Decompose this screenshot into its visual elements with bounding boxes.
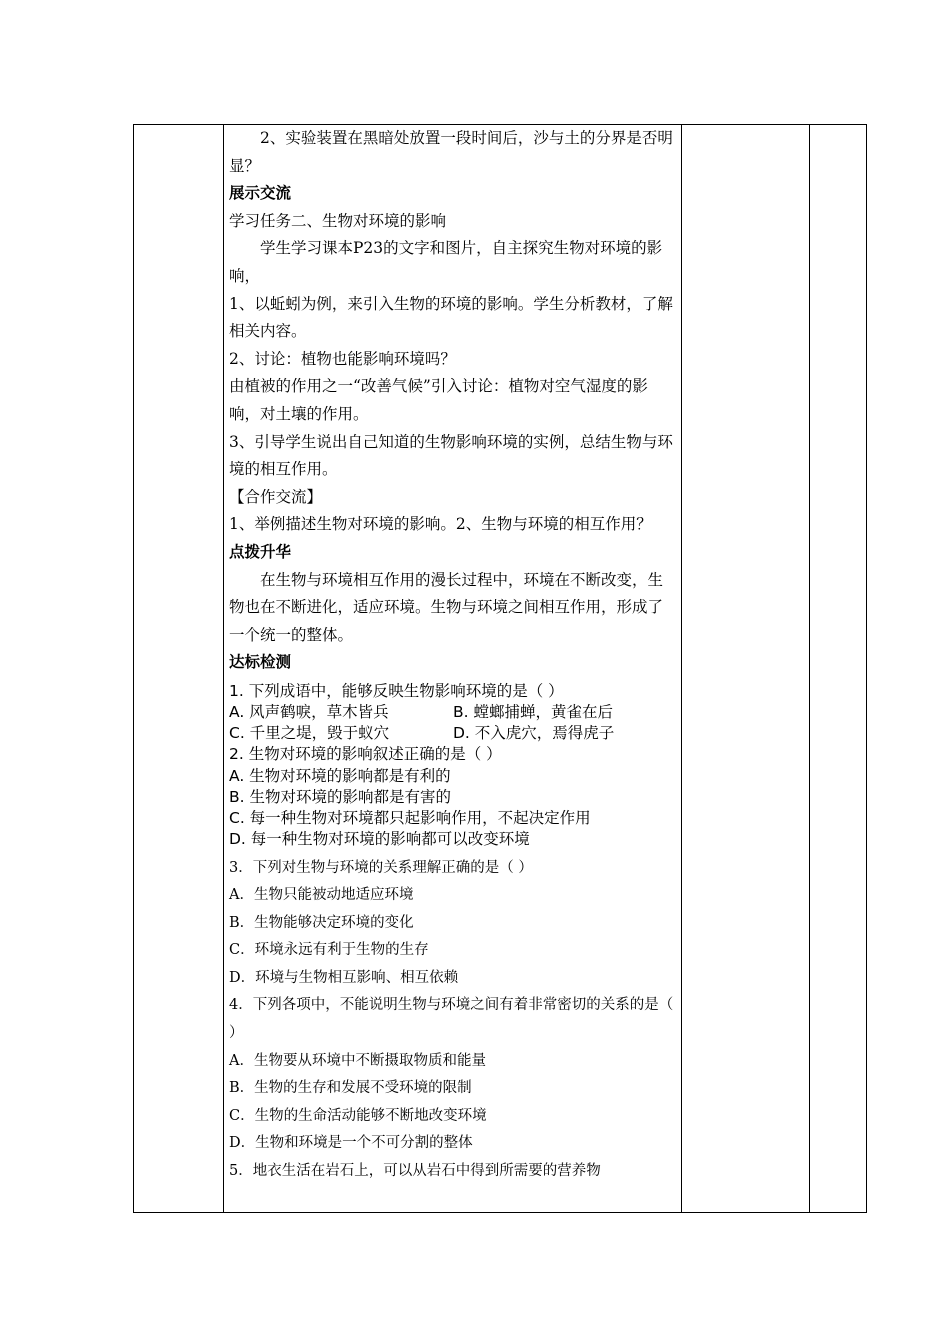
cooperation-heading: 【合作交流】	[229, 487, 323, 506]
paragraph: 学生学习课本P23的文字和图片，自主探究生物对环境的影响，	[229, 239, 663, 285]
option: D．环境与生物相互影响、相互依赖	[229, 969, 459, 986]
question-2: 2. 生物对环境的影响叙述正确的是（ ）	[229, 745, 502, 764]
paragraph: 由植被的作用之一“改善气候”引入讨论：植物对空气湿度的影响，对土壤的作用。	[229, 377, 648, 423]
lesson-content-column	[223, 125, 681, 1212]
option: D. 不入虎穴，焉得虎子	[453, 724, 615, 743]
option: B．生物的生存和发展不受环境的限制	[229, 1080, 472, 1097]
option: A．生物只能被动地适应环境	[229, 887, 414, 904]
paragraph: 2、讨论：植物也能影响环境吗？	[229, 349, 456, 368]
paragraph: 1、举例描述生物对环境的影响。2、生物与环境的相互作用？	[229, 515, 652, 534]
lesson-table	[133, 124, 867, 1213]
section-heading-exchange: 展示交流	[229, 184, 292, 203]
question-3: 3．下列对生物与环境的关系理解正确的是（ ）	[229, 859, 533, 876]
options-row	[229, 723, 677, 744]
question-1: 1. 下列成语中，能够反映生物影响环境的是（ ）	[229, 681, 564, 700]
option: C．生物的生命活动能够不断地改变环境	[229, 1107, 487, 1124]
column-divider-2	[681, 125, 682, 1212]
option: D．生物和环境是一个不可分割的整体	[229, 1135, 473, 1152]
option: A. 风声鹤唳，草木皆兵	[229, 703, 389, 722]
option: C．环境永远有利于生物的生存	[229, 942, 429, 959]
question-5: 5．地衣生活在岩石上，可以从岩石中得到所需要的营养物	[229, 1163, 601, 1180]
paragraph: 3、引导学生说出自己知道的生物影响环境的实例，总结生物与环境的相互作用。	[229, 432, 673, 479]
section-heading-summary: 点拨升华	[229, 542, 292, 561]
paragraph: 在生物与环境相互作用的漫长过程中，环境在不断改变，生物也在不断进化，适应环境。生物与环境之间相互作用，形成了一个统一的整体。	[229, 570, 664, 644]
task-title: 学习任务二、生物对环境的影响	[229, 211, 447, 230]
column-divider-3	[809, 125, 810, 1212]
option: C. 每一种生物对环境都只起影响作用，不起决定作用	[229, 809, 591, 828]
option: B．生物能够决定环境的变化	[229, 914, 414, 931]
options-row	[229, 702, 677, 723]
question-block-1-2	[229, 681, 677, 851]
paragraph: 1、以蚯蚓为例，来引入生物的环境的影响。学生分析教材，了解相关内容。	[229, 294, 673, 341]
option: A. 生物对环境的影响都是有利的	[229, 766, 451, 785]
option: B. 生物对环境的影响都是有害的	[229, 787, 451, 806]
option: C. 千里之堤，毁于蚁穴	[229, 724, 390, 743]
question-4: 4．下列各项中，不能说明生物与环境之间有着非常密切的关系的是（ ）	[229, 997, 674, 1042]
option: D. 每一种生物对环境的影响都可以改变环境	[229, 830, 530, 849]
option: B. 螳螂捕蝉，黄雀在后	[453, 703, 613, 722]
section-heading-test: 达标检测	[229, 653, 292, 672]
paragraph: 2、实验装置在黑暗处放置一段时间后，沙与土的分界是否明显？	[229, 129, 673, 175]
option: A．生物要从环境中不断摄取物质和能量	[229, 1052, 486, 1069]
